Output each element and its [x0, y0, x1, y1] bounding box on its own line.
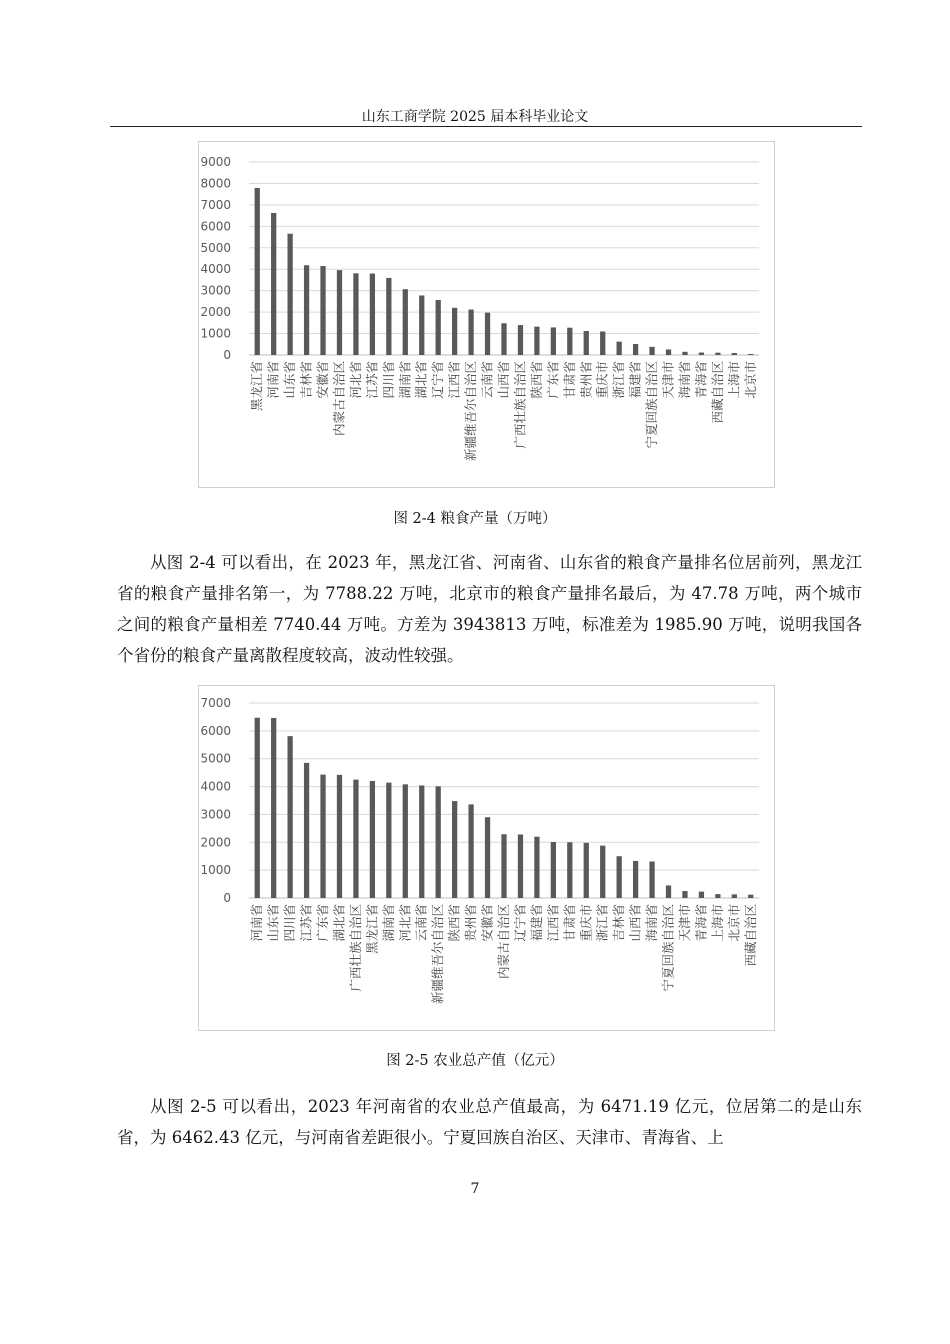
bar	[666, 349, 671, 355]
bar	[386, 278, 391, 355]
x-category-label: 安徽省	[315, 361, 331, 399]
y-tick-label: 2000	[200, 835, 231, 850]
bar	[287, 736, 292, 898]
bar	[403, 289, 408, 355]
x-category-label: 西藏自治区	[742, 904, 758, 967]
bar	[551, 327, 556, 355]
bar	[320, 775, 325, 898]
bar	[682, 352, 687, 355]
chart-grain-output	[198, 141, 775, 488]
bar	[748, 354, 753, 355]
y-tick-label: 4000	[200, 779, 231, 794]
bar	[715, 894, 720, 898]
x-category-label: 海南省	[676, 361, 692, 399]
x-category-label: 山西省	[496, 361, 511, 399]
x-category-label: 北京市	[742, 361, 758, 399]
x-category-label: 吉林省	[611, 904, 627, 942]
bar	[682, 891, 687, 898]
x-category-label: 内蒙古自治区	[331, 361, 347, 437]
chart-agri-output	[198, 685, 775, 1031]
bar	[567, 328, 572, 355]
x-category-label: 黑龙江省	[364, 904, 380, 955]
x-category-label: 吉林省	[298, 361, 314, 399]
bar	[633, 861, 638, 898]
x-category-label: 浙江省	[594, 904, 610, 942]
x-category-label: 云南省	[413, 904, 429, 942]
x-category-label: 新疆维吾尔自治区	[463, 361, 479, 462]
bar	[600, 331, 605, 355]
x-category-label: 广东省	[315, 904, 331, 942]
x-category-label: 江西省	[446, 361, 462, 399]
x-category-label: 安徽省	[479, 904, 495, 942]
x-category-label: 湖南省	[397, 361, 413, 399]
agri-output-bar-chart	[199, 686, 774, 1030]
x-category-label: 北京市	[726, 904, 742, 942]
x-category-label: 海南省	[644, 904, 660, 942]
x-category-label: 宁夏回族自治区	[644, 361, 660, 449]
x-category-label: 江苏省	[364, 361, 380, 399]
x-category-label: 山东省	[265, 904, 281, 942]
x-category-label: 河南省	[249, 904, 265, 942]
y-tick-label: 7000	[200, 696, 231, 710]
bar	[436, 300, 441, 355]
bar	[287, 234, 292, 355]
y-tick-label: 3000	[200, 807, 231, 822]
x-category-label: 湖北省	[413, 361, 429, 399]
y-tick-label: 1000	[200, 326, 231, 341]
x-category-label: 黑龙江省	[249, 361, 265, 412]
x-category-label: 甘肃省	[561, 361, 577, 399]
x-category-label: 江苏省	[298, 904, 314, 942]
x-category-label: 重庆市	[594, 361, 610, 399]
bar	[567, 842, 572, 898]
x-category-label: 青海省	[693, 904, 709, 942]
x-category-label: 山西省	[627, 904, 643, 942]
y-tick-label: 2000	[200, 305, 231, 320]
bar	[452, 801, 457, 898]
bar	[584, 843, 589, 898]
bar	[419, 295, 424, 355]
bar	[649, 347, 654, 355]
x-category-label: 福建省	[528, 904, 544, 942]
bar	[649, 862, 654, 898]
x-category-label: 辽宁省	[430, 361, 446, 399]
y-tick-label: 0	[223, 348, 231, 362]
header-rule	[110, 126, 862, 127]
y-tick-label: 5000	[200, 751, 231, 766]
y-tick-label: 3000	[200, 283, 231, 298]
x-category-label: 云南省	[479, 361, 495, 399]
bar	[386, 783, 391, 898]
x-category-label: 上海市	[709, 904, 725, 942]
x-category-label: 天津市	[660, 361, 676, 399]
bar	[485, 313, 490, 355]
x-category-label: 湖南省	[380, 904, 396, 942]
bar	[468, 310, 473, 355]
y-tick-label: 6000	[200, 219, 231, 234]
x-category-label: 河南省	[265, 361, 281, 399]
x-category-label: 陕西省	[528, 361, 544, 399]
x-category-label: 四川省	[282, 904, 298, 942]
x-category-label: 浙江省	[611, 361, 627, 399]
bar	[304, 763, 309, 898]
y-tick-label: 9000	[200, 155, 231, 169]
y-tick-label: 1000	[200, 863, 231, 878]
x-category-label: 辽宁省	[512, 904, 528, 942]
bar	[715, 353, 720, 355]
bar	[617, 342, 622, 355]
x-category-label: 江西省	[545, 904, 561, 942]
x-category-label: 宁夏回族自治区	[660, 904, 676, 992]
paragraph-agri-analysis: 从图 2-5 可以看出，2023 年河南省的农业总产值最高，为 6471.19 亿元，位居第二的是山东省，为 6462.43 亿元，与河南省差距很小。宁夏回族自治区、天津市、青海省、上	[117, 1097, 862, 1147]
bar	[501, 323, 506, 355]
running-header: 山东工商学院 2025 届本科毕业论文	[361, 109, 589, 125]
bar	[501, 834, 506, 898]
bar	[584, 331, 589, 355]
x-category-label: 广西壮族自治区	[512, 361, 528, 449]
bar	[337, 775, 342, 898]
bar	[320, 266, 325, 355]
y-tick-label: 0	[223, 891, 231, 905]
bar	[271, 718, 276, 898]
bar	[337, 270, 342, 355]
bar	[518, 834, 523, 898]
x-category-label: 内蒙古自治区	[496, 904, 511, 980]
bar	[353, 780, 358, 898]
y-tick-label: 6000	[200, 723, 231, 738]
x-category-label: 西藏自治区	[709, 361, 725, 424]
x-category-label: 福建省	[627, 361, 643, 399]
bar	[534, 837, 539, 898]
bar	[699, 892, 704, 898]
bar	[452, 308, 457, 355]
figure-caption-2-4: 图 2-4 粮食产量（万吨）	[393, 511, 557, 527]
bar	[699, 353, 704, 355]
x-category-label: 贵州省	[463, 904, 479, 942]
x-category-label: 青海省	[693, 361, 709, 399]
bar	[633, 344, 638, 355]
y-tick-label: 4000	[200, 262, 231, 277]
x-category-label: 新疆维吾尔自治区	[430, 904, 446, 1005]
bar	[353, 273, 358, 355]
bar	[370, 274, 375, 355]
x-category-label: 贵州省	[578, 361, 594, 399]
x-category-label: 广东省	[545, 361, 561, 399]
x-category-label: 河北省	[347, 361, 363, 399]
bar	[551, 842, 556, 898]
x-category-label: 广西壮族自治区	[347, 904, 363, 992]
bar	[666, 885, 671, 898]
bar	[748, 895, 753, 898]
bar	[485, 817, 490, 898]
paragraph-grain-analysis: 从图 2-4 可以看出，在 2023 年，黑龙江省、河南省、山东省的粮食产量排名位居前列，黑龙江省的粮食产量排名第一，为 7788.22 万吨，北京市的粮食产量排名最后，为 47.78 万吨，两个城市之间的粮食产量相差 7740.44 万吨。方差为 3943813 万吨，标准差为 1985.90 万吨，说明我国各个省份的粮食产量离散程度较高，波动性较强。	[117, 553, 862, 665]
bar	[600, 846, 605, 898]
x-category-label: 上海市	[726, 361, 742, 399]
bar	[304, 265, 309, 355]
grain-output-bar-chart	[199, 142, 774, 487]
bar	[419, 785, 424, 898]
bar	[518, 325, 523, 355]
x-category-label: 河北省	[397, 904, 413, 942]
y-tick-label: 8000	[200, 176, 231, 191]
y-tick-label: 7000	[200, 197, 231, 212]
bar	[255, 188, 260, 355]
y-tick-label: 5000	[200, 240, 231, 255]
page-number: 7	[470, 1181, 480, 1197]
bar	[370, 781, 375, 898]
bar	[534, 327, 539, 355]
bar	[255, 718, 260, 898]
x-category-label: 重庆市	[578, 904, 594, 942]
bar	[732, 894, 737, 898]
bar	[436, 786, 441, 898]
bar	[732, 353, 737, 355]
x-category-label: 天津市	[676, 904, 692, 942]
bar	[403, 784, 408, 898]
x-category-label: 甘肃省	[561, 904, 577, 942]
x-category-label: 四川省	[380, 361, 396, 399]
bar	[617, 856, 622, 898]
figure-caption-2-5: 图 2-5 农业总产值（亿元）	[386, 1053, 564, 1069]
bar	[271, 213, 276, 355]
x-category-label: 湖北省	[331, 904, 347, 942]
x-category-label: 陕西省	[446, 904, 462, 942]
x-category-label: 山东省	[282, 361, 298, 399]
bar	[468, 804, 473, 898]
